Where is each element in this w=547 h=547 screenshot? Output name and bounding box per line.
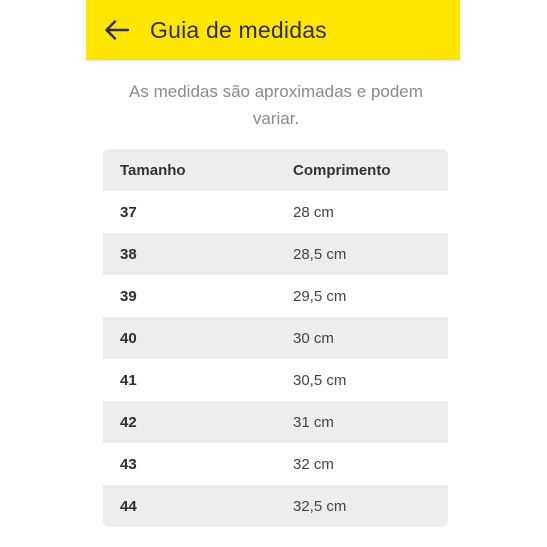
size-cell: 42 bbox=[120, 413, 137, 431]
table-row bbox=[103, 191, 448, 233]
disclaimer-line-2: variar. bbox=[252, 109, 300, 128]
length-cell: 29,5 cm bbox=[293, 287, 347, 305]
table-header-row bbox=[103, 149, 448, 191]
length-cell: 30 cm bbox=[293, 329, 334, 347]
table-row bbox=[103, 359, 448, 401]
table-row bbox=[103, 317, 448, 359]
arrow-left-icon bbox=[104, 19, 130, 41]
length-cell: 28,5 cm bbox=[293, 245, 347, 263]
size-table bbox=[103, 149, 448, 527]
table-row bbox=[103, 233, 448, 275]
page-title: Guia de medidas bbox=[150, 16, 327, 43]
length-cell: 31 cm bbox=[293, 413, 334, 431]
back-button[interactable] bbox=[100, 13, 134, 47]
size-cell: 38 bbox=[120, 245, 137, 263]
table-row bbox=[103, 401, 448, 443]
disclaimer-text bbox=[100, 78, 452, 132]
size-cell: 37 bbox=[120, 203, 137, 221]
size-cell: 43 bbox=[120, 455, 137, 473]
app-bar bbox=[86, 0, 460, 60]
size-cell: 44 bbox=[120, 497, 137, 515]
column-header-size: Tamanho bbox=[120, 161, 186, 179]
size-cell: 39 bbox=[120, 287, 137, 305]
table-row bbox=[103, 443, 448, 485]
table-row bbox=[103, 485, 448, 527]
size-cell: 41 bbox=[120, 371, 137, 389]
length-cell: 28 cm bbox=[293, 203, 334, 221]
length-cell: 30,5 cm bbox=[293, 371, 347, 389]
table-row bbox=[103, 275, 448, 317]
size-cell: 40 bbox=[120, 329, 137, 347]
column-header-length: Comprimento bbox=[293, 161, 391, 179]
length-cell: 32 cm bbox=[293, 455, 334, 473]
length-cell: 32,5 cm bbox=[293, 497, 347, 515]
disclaimer-line-1: As medidas são aproximadas e podem bbox=[129, 82, 423, 101]
